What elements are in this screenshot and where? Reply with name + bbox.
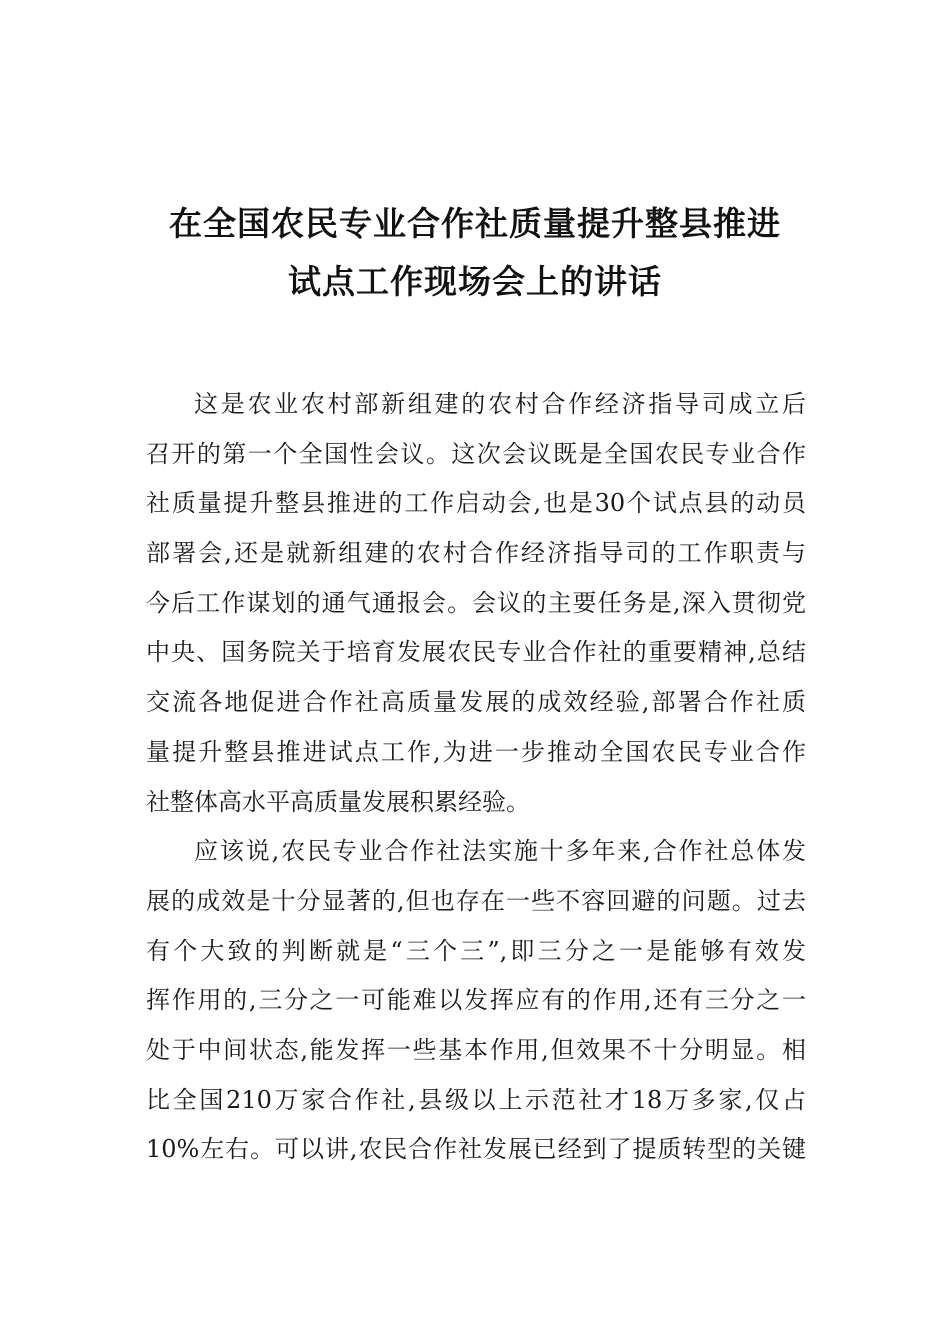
paragraph-1 xyxy=(146,380,806,827)
text-line: 挥作用的,三分之一可能难以发挥应有的作用,还有三分之一 xyxy=(146,986,806,1015)
text-line: 交流各地促进合作社高质量发展的成效经验,部署合作社质 xyxy=(146,688,806,717)
document-body xyxy=(146,380,806,1175)
text-line: 召开的第一个全国性会议。这次会议既是全国农民专业合作 xyxy=(146,439,806,468)
paragraph-2 xyxy=(146,827,806,1175)
text-line: 展的成效是十分显著的,但也存在一些不容回避的问题。过去 xyxy=(146,886,806,915)
text-line: 社整体高水平高质量发展积累经验。 xyxy=(146,787,530,816)
text-line: 比全国210万家合作社,县级以上示范社才18万多家,仅占 xyxy=(146,1085,806,1114)
title-line-2: 试点工作现场会上的讲话 xyxy=(288,262,662,301)
document-title xyxy=(120,195,830,311)
text-line: 量提升整县推进试点工作,为进一步推动全国农民专业合作 xyxy=(146,737,806,766)
text-line: 社质量提升整县推进的工作启动会,也是30个试点县的动员 xyxy=(146,489,806,518)
title-line-1: 在全国农民专业合作社质量提升整县推进 xyxy=(169,204,781,243)
text-line: 今后工作谋划的通气通报会。会议的主要任务是,深入贯彻党 xyxy=(146,588,806,617)
text-line: 部署会,还是就新组建的农村合作经济指导司的工作职责与 xyxy=(146,539,806,568)
text-line: 这是农业农村部新组建的农村合作经济指导司成立后 xyxy=(194,390,806,418)
text-line: 处于中间状态,能发挥一些基本作用,但效果不十分明显。相 xyxy=(146,1035,806,1064)
text-line: 应该说,农民专业合作社法实施十多年来,合作社总体发 xyxy=(194,837,806,866)
text-line: 10%左右。可以讲,农民合作社发展已经到了提质转型的关键 xyxy=(146,1135,806,1164)
text-line: 有个大致的判断就是“三个三”,即三分之一是能够有效发 xyxy=(146,936,806,965)
text-line: 中央、国务院关于培育发展农民专业合作社的重要精神,总结 xyxy=(146,638,806,667)
